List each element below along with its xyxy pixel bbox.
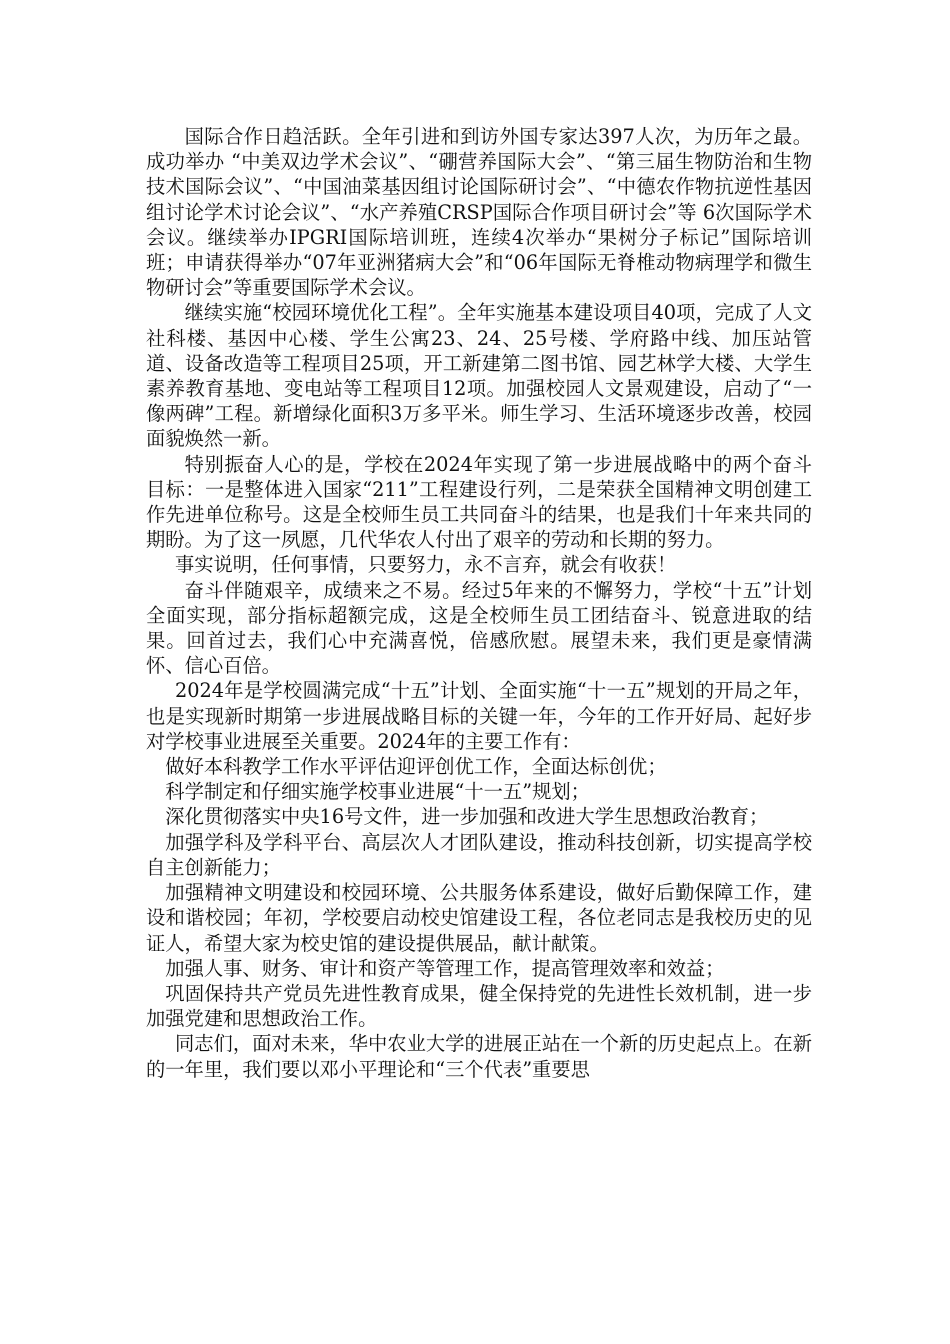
task-item-plan: 科学制定和仔细实施学校事业进展“十一五”规划； <box>165 780 590 804</box>
paragraph-international-cooperation: 国际合作日趋活跃。全年引进和到访外国专家达397人次，为历年之最。成功举办 “中美双边学术会议”、“硼营养国际大会”、“第三届生物防治和生物技术国际会议”、“中国油菜基因组讨论国际研讨会”、“中德农作物抗逆性基因组讨论学术讨论会议”、“水产养殖CRSP国际合作项目研讨会”等 6次国际学术会议。继续举办IPGRI国际培训班，连续4次举办“果树分子标记”国际培训班；申请获得举办“07年亚洲猪病大会”和“06年国际无脊椎动物病理学和微生物研讨会”等重要国际学术会议。 <box>146 125 812 300</box>
paragraph-211-project: 特别振奋人心的是，学校在2024年实现了第一步进展战略中的两个奋斗目标：一是整体进入国家“211”工程建设行列，二是荣获全国精神文明创建工作先进单位称号。这是全校师生员工共同奋斗的结果，也是我们十年来共同的期盼。为了这一夙愿，几代华农人付出了艰辛的劳动和长期的努力。 <box>146 452 812 552</box>
paragraph-closing: 同志们，面对未来，华中农业大学的进展正站在一个新的历史起点上。在新的一年里，我们要以邓小平理论和“三个代表”重要思 <box>146 1032 812 1081</box>
task-item-party-building: 巩固保持共产党员先进性教育成果，健全保持党的先进性长效机制，进一步加强党建和思想政治工作。 <box>146 981 812 1031</box>
document-body <box>146 124 812 1082</box>
paragraph-campus-environment: 继续实施“校园环境优化工程”。全年实施基本建设项目40项，完成了人文社科楼、基因中心楼、学生公寓23、24、25号楼、学府路中线、加压站管道、设备改造等工程项目25项，开工新建第二图书馆、园艺林学大楼、大学生素养教育基地、变电站等工程项目12项。加强校园人文景观建设，启动了“一像两碑”工程。新增绿化面积3万多平米。师生学习、生活环境逐步改善，校园面貌焕然一新。 <box>146 301 812 451</box>
paragraph-achievements: 奋斗伴随艰辛，成绩来之不易。经过5年来的不懈努力，学校“十五”计划全面实现，部分指标超额完成，这是全校师生员工团结奋斗、锐意进取的结果。回首过去，我们心中充满喜悦，倍感欣慰。展望未来，我们更是豪情满怀、信心百倍。 <box>146 578 812 678</box>
paragraph-2024-tasks-intro: 2024年是学校圆满完成“十五”计划、全面实施“十一五”规划的开局之年，也是实现新时期第一步进展战略目标的关键一年，今年的工作开好局、起好步对学校事业进展至关重要。2024年的主要工作有： <box>146 679 812 753</box>
task-item-campus-harmony: 加强精神文明建设和校园环境、公共服务体系建设，做好后勤保障工作，建设和谐校园；年初，学校要启动校史馆建设工程，各位老同志是我校历史的见证人，希望大家为校史馆的建设提供展品，献计献策。 <box>146 881 812 955</box>
task-item-management: 加强人事、财务、审计和资产等管理工作，提高管理效率和效益； <box>165 956 725 980</box>
task-item-ideological-education: 深化贯彻落实中央16号文件，进一步加强和改进大学生思想政治教育； <box>165 805 769 829</box>
task-item-teaching-evaluation: 做好本科教学工作水平评估迎评创优工作，全面达标创优； <box>165 755 667 779</box>
paragraph-effort-summary: 事实说明，任何事情，只要努力，永不言弃，就会有收获！ <box>174 553 677 577</box>
task-item-discipline-talent: 加强学科及学科平台、高层次人才团队建设，推动科技创新，切实提高学校自主创新能力； <box>146 830 812 879</box>
